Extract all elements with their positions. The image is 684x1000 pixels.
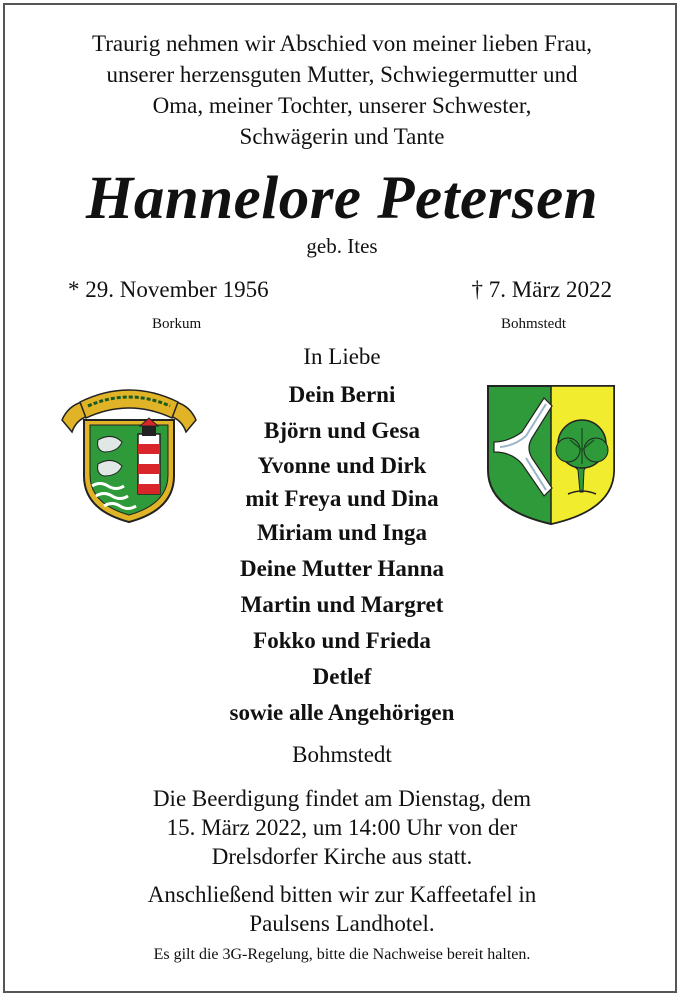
mourner: Martin und Margret: [240, 592, 444, 617]
coffee-line: Anschließend bitten wir zur Kaffeetafel in: [147, 882, 537, 907]
coffee-line: Paulsens Landhotel.: [249, 911, 435, 936]
intro-line: Traurig nehmen wir Abschied von meiner lieben Frau,: [92, 31, 592, 56]
mourner: Yvonne und Dirk: [257, 453, 427, 478]
in-love-label: In Liebe: [303, 344, 381, 369]
covid-note: Es gilt die 3G-Regelung, bitte die Nachweise bereit halten.: [153, 946, 531, 963]
intro-line: Schwägerin und Tante: [239, 124, 445, 149]
death-place: Bohmstedt: [500, 316, 566, 332]
intro-text: [0, 28, 684, 152]
funeral-line: Die Beerdigung findet am Dienstag, dem: [152, 786, 532, 811]
birth-place: Borkum: [152, 316, 202, 332]
mourner: Miriam und Inga: [257, 520, 427, 545]
mourner: Fokko und Frieda: [253, 628, 431, 653]
mourner: sowie alle Angehörigen: [229, 700, 455, 725]
funeral-line: 15. März 2022, um 14:00 Uhr von der: [166, 815, 518, 840]
mourner: mit Freya und Dina: [245, 486, 439, 511]
mourners-list: [0, 377, 684, 731]
funeral-info: [0, 784, 684, 871]
birth-date: * 29. November 1956: [68, 277, 269, 302]
mourner: Deine Mutter Hanna: [239, 556, 444, 581]
death-date: † 7. März 2022: [471, 277, 612, 302]
birth-name: geb. Ites: [306, 234, 378, 258]
coffee-info: [0, 880, 684, 938]
mourner: Björn und Gesa: [264, 418, 420, 443]
mourner: Dein Berni: [288, 382, 396, 407]
funeral-line: Drelsdorfer Kirche aus statt.: [211, 844, 473, 869]
intro-line: Oma, meiner Tochter, unserer Schwester,: [152, 93, 532, 118]
deceased-name: Hannelore Petersen: [85, 165, 599, 232]
mourner: Detlef: [312, 664, 372, 689]
intro-line: unserer herzensguten Mutter, Schwiegermutter und: [106, 62, 578, 87]
town-name: Bohmstedt: [292, 742, 392, 767]
